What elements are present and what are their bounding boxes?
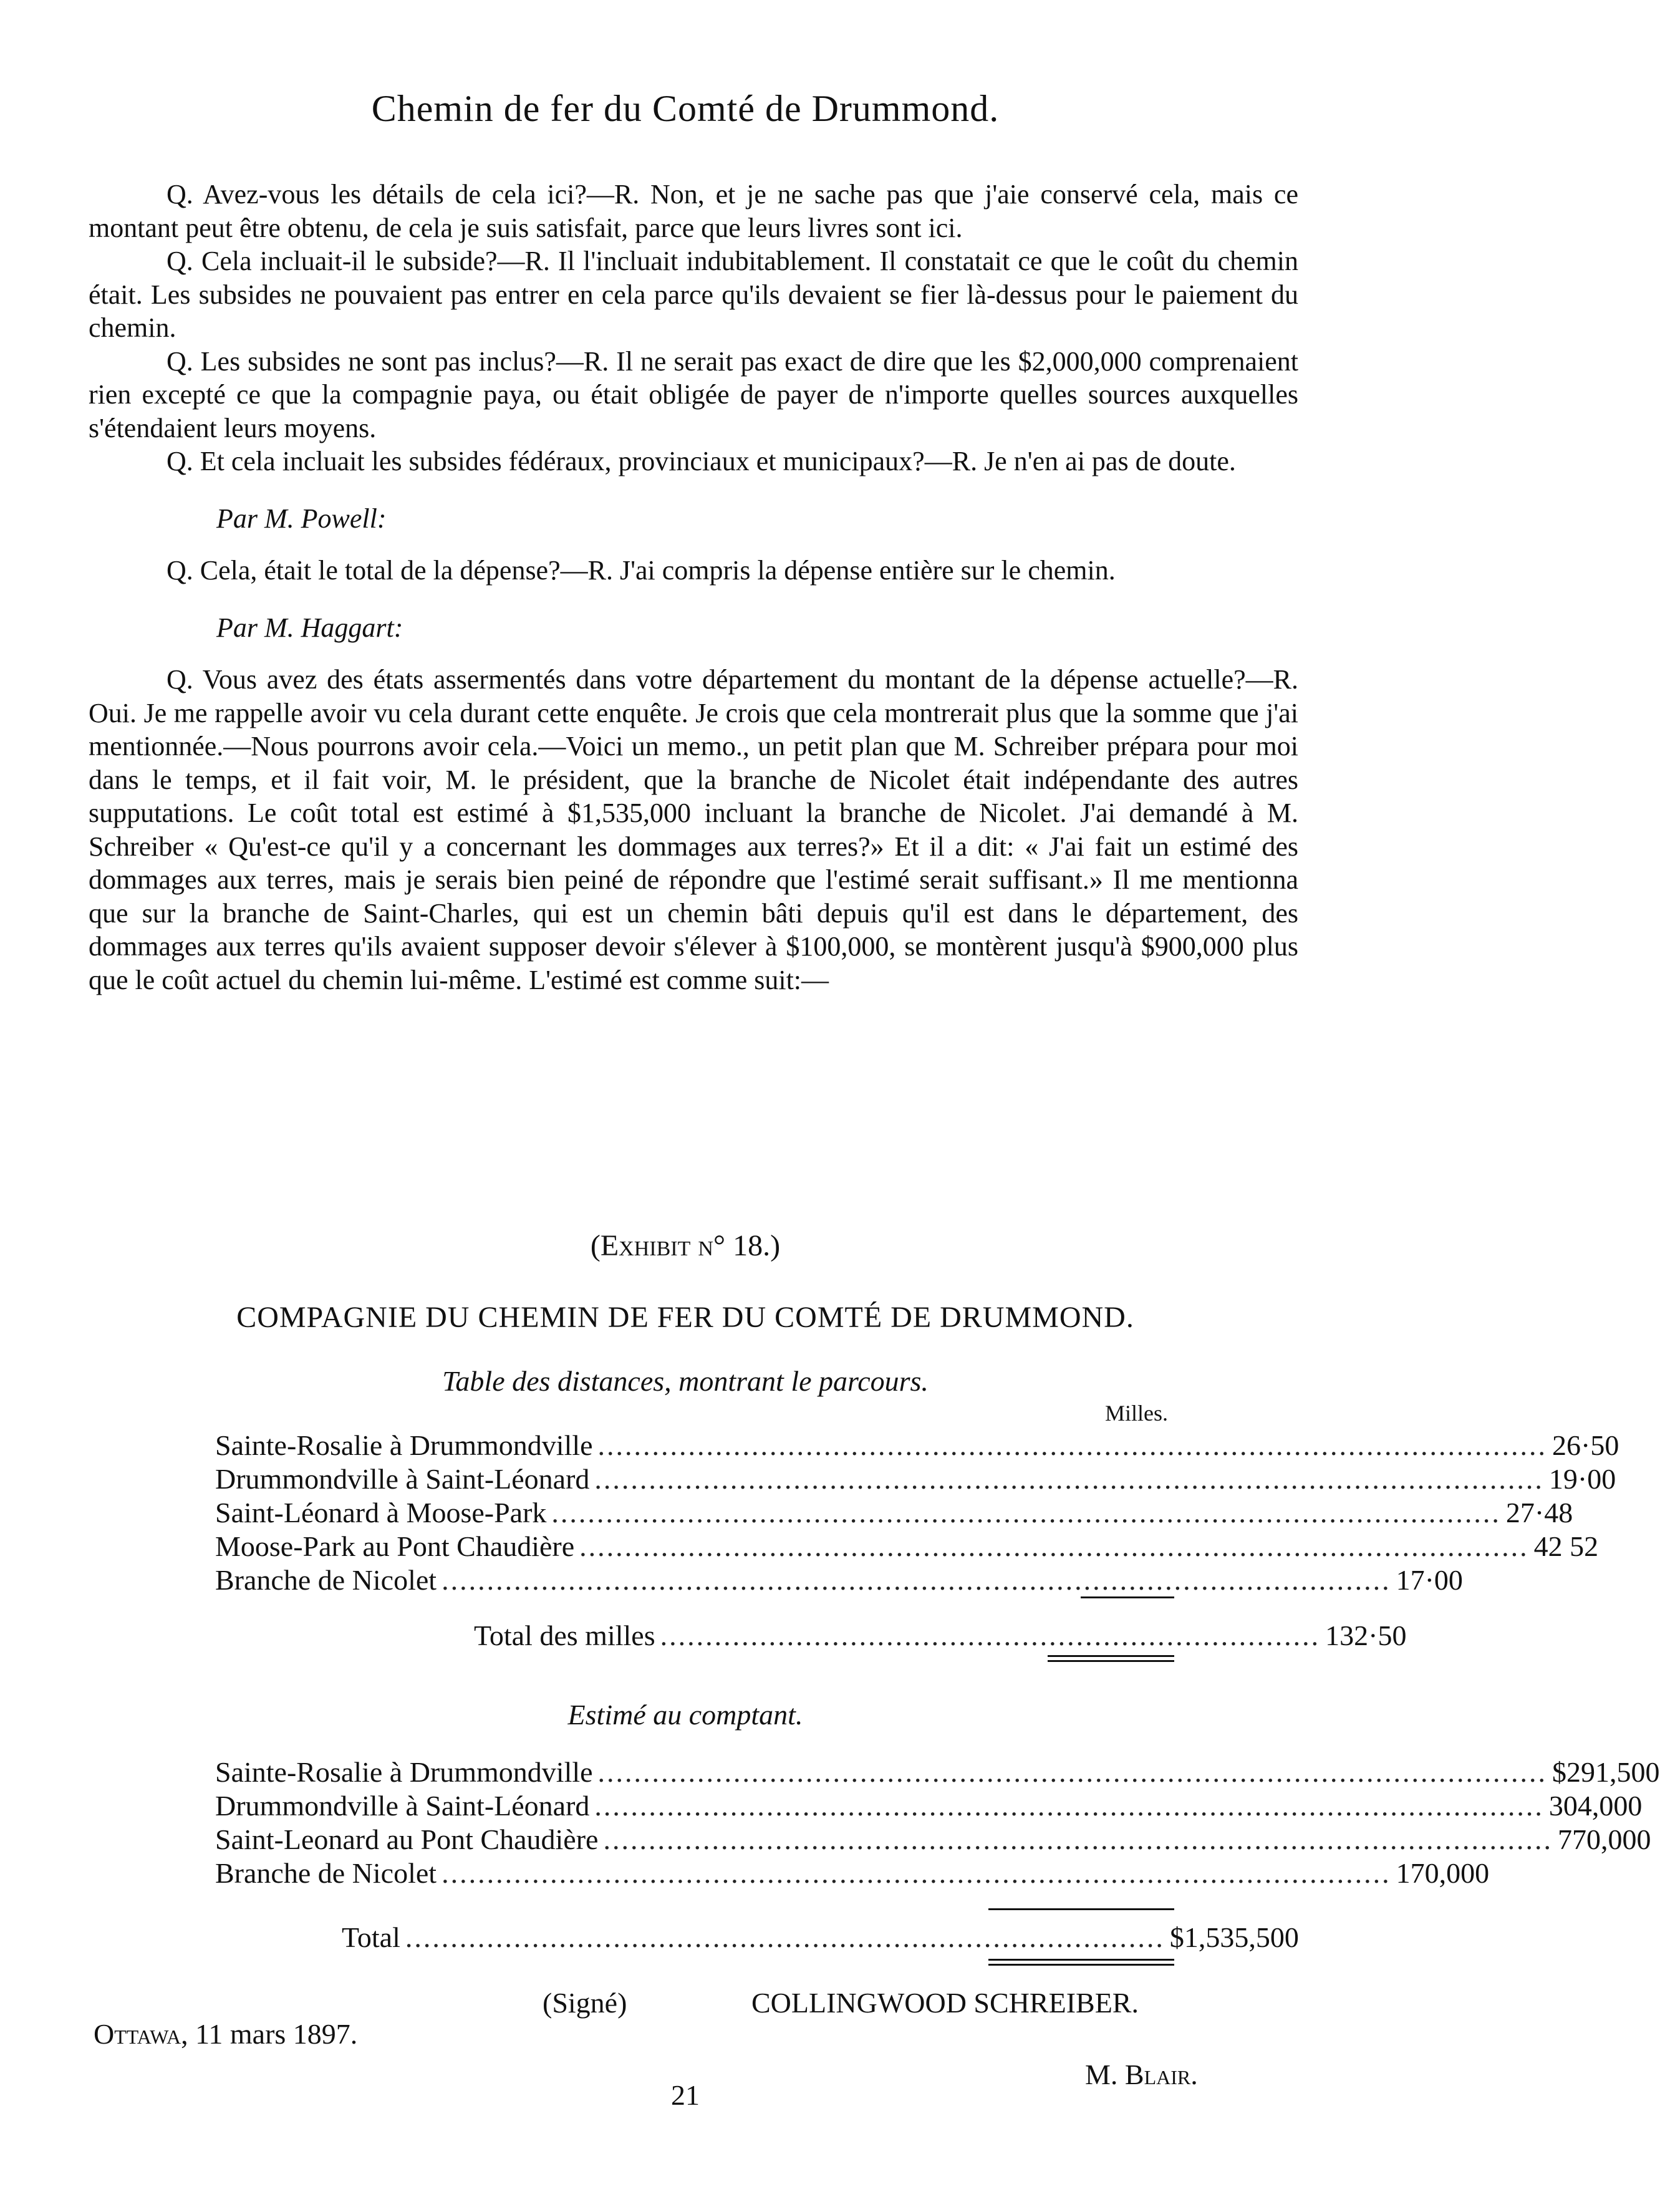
estimate-heading: Estimé au comptant.	[567, 1699, 803, 1731]
table-row	[215, 1530, 1599, 1563]
leader-dots: .........................................................................................................	[442, 1564, 1391, 1596]
page-number: 21	[671, 2079, 700, 2111]
distances-heading: Table des distances, montrant le parcours.	[442, 1365, 929, 1397]
paragraph: Q. Cela incluait-il le subside?—R. Il l'incluait indubitablement. Il constatait ce que le coût du chemin était. Les subsides ne pouvaient pas entrer en cela parce qu'ils devaient se fier là-dessus pour le paiement du chemin.	[89, 246, 1298, 343]
leader-dots: .........................................................................................................	[442, 1857, 1391, 1889]
row-value: 26·50	[1552, 1429, 1619, 1461]
currency-sign: $	[1552, 1756, 1567, 1788]
table-row	[215, 1496, 1573, 1530]
row-value: 770,000	[1557, 1823, 1651, 1855]
paragraph: Q. Et cela incluait les subsides fédéraux, provinciaux et municipaux?—R. Je n'en ai pas de doute.	[166, 446, 1236, 476]
row-label: Branche de Nicolet	[215, 1857, 437, 1889]
distances-table	[215, 1400, 1619, 1597]
leader-dots: .........................................................................	[660, 1620, 1321, 1651]
distances-total	[474, 1619, 1407, 1653]
leader-dots: .........................................................................................................	[597, 1756, 1548, 1788]
row-value: 170,000	[1396, 1857, 1490, 1889]
row-label: Saint-Léonard à Moose-Park	[215, 1497, 547, 1529]
row-value: 304,000	[1548, 1790, 1643, 1822]
double-rule	[988, 1964, 1174, 1966]
exhibit-number: 18.)	[725, 1229, 781, 1262]
double-rule	[1048, 1655, 1174, 1657]
exhibit-word: Exhibit n°	[600, 1229, 726, 1262]
total-label: Total des milles	[474, 1620, 655, 1651]
total-row	[474, 1619, 1407, 1653]
leader-dots: ....................................................................................	[405, 1921, 1165, 1953]
currency-sign: $	[1169, 1921, 1184, 1953]
signed-label: (Signé)	[543, 1987, 627, 2019]
leader-dots: .........................................................................................................	[579, 1530, 1529, 1562]
total-value: 1,535,500	[1184, 1921, 1299, 1953]
company-heading: COMPAGNIE DU CHEMIN DE FER DU COMTÉ DE DRUMMOND.	[236, 1301, 1134, 1334]
leader-dots: .........................................................................................................	[551, 1497, 1501, 1529]
leader-dots: .........................................................................................................	[594, 1463, 1544, 1495]
paragraph: Q. Les subsides ne sont pas inclus?—R. Il ne serait pas exact de dire que les $2,000,000 comprenaient rien excepté ce que la compagnie paya, ou était obligée de payer de n'importe quelles sources auxquelles s'étendaient leurs moyens.	[89, 345, 1298, 443]
paragraph: Q. Avez-vous les détails de cela ici?—R. Non, et je ne sache pas que j'aie conservé cela, mais ce montant peut être obtenu, de cela je suis satisfait, parce que leurs livres sont ici.	[89, 179, 1298, 243]
rule	[988, 1908, 1174, 1910]
total-value: 132·50	[1325, 1620, 1407, 1651]
exhibit-open: (	[590, 1229, 601, 1262]
leader-dots: .........................................................................................................	[603, 1823, 1553, 1855]
speaker-heading: Par M. Powell:	[216, 503, 387, 534]
signatory: COLLINGWOOD SCHREIBER.	[751, 1987, 1139, 2019]
table-row	[215, 1756, 1660, 1789]
speaker-heading: Par M. Haggart:	[216, 612, 403, 643]
estimate-total	[342, 1921, 1299, 1954]
row-value: 291,500	[1566, 1756, 1660, 1788]
paragraph: Q. Vous avez des états assermentés dans votre département du montant de la dépense actuelle?—R. Oui. Je me rappelle avoir vu cela durant cette enquête. Je crois que cela montrerait plus que la somme que j'ai mentionnée.—Nous pourrons avoir cela.—Voici un memo., un petit plan que M. Schreiber prépara pour moi dans le temps, et il fait voir, M. le président, que la branche de Nicolet était indépendante des autres supputations. Le coût total est estimé à $1,535,000 incluant la branche de Nicolet. J'ai demandé à M. Schreiber « Qu'est-ce qu'il y a concernant les dommages aux terres?» Et il a dit: « J'ai fait un estimé des dommages aux terres, mais je serais bien peiné de répondre que l'estimé serait suffisant.» Il me mentionna que sur la branche de Saint-Charles, qui est un chemin bâti depuis qu'il est dans le département, des dommages aux terres qu'ils avaient supposer devoir s'élever à $100,000, se montèrent jusqu'à $900,000 plus que le coût actuel du chemin lui-même. L'estimé est comme suit:—	[89, 664, 1298, 995]
table-row	[215, 1462, 1616, 1496]
row-label: Drummondville à Saint-Léonard	[215, 1463, 590, 1495]
exhibit-label	[0, 1229, 1371, 1263]
double-rule	[1048, 1660, 1174, 1662]
row-label: Drummondville à Saint-Léonard	[215, 1790, 590, 1822]
row-value: 17·00	[1396, 1564, 1463, 1596]
leader-dots: .........................................................................................................	[597, 1429, 1548, 1461]
table-row	[215, 1563, 1463, 1597]
paragraph: Q. Cela, était le total de la dépense?—R. J'ai compris la dépense entière sur le chemin.	[166, 555, 1116, 586]
table-row	[215, 1429, 1619, 1462]
row-value: 42 52	[1533, 1530, 1599, 1562]
dateline	[94, 2017, 357, 2050]
rule	[1081, 1596, 1174, 1598]
place: Ottawa,	[94, 2018, 188, 2050]
body-text	[89, 178, 1298, 997]
row-label: Sainte-Rosalie à Drummondville	[215, 1756, 593, 1788]
row-value: 27·48	[1505, 1497, 1573, 1529]
table-row	[215, 1789, 1643, 1823]
total-row	[342, 1921, 1299, 1954]
table-row	[215, 1857, 1490, 1890]
row-label: Sainte-Rosalie à Drummondville	[215, 1429, 593, 1461]
total-label: Total	[342, 1921, 400, 1953]
unit-header: Milles.	[1104, 1401, 1168, 1426]
row-label: Branche de Nicolet	[215, 1564, 437, 1596]
row-label: Saint-Leonard au Pont Chaudière	[215, 1823, 599, 1855]
double-rule	[988, 1959, 1174, 1961]
estimate-table	[215, 1756, 1660, 1890]
leader-dots: .........................................................................................................	[594, 1790, 1544, 1822]
table-row	[215, 1823, 1651, 1857]
running-title: Chemin de fer du Comté de Drummond.	[371, 88, 1000, 129]
row-value: 19·00	[1548, 1463, 1616, 1495]
initials: M. Blair.	[1085, 2059, 1198, 2090]
date: 11 mars 1897.	[195, 2018, 358, 2050]
row-label: Moose-Park au Pont Chaudière	[215, 1530, 575, 1562]
